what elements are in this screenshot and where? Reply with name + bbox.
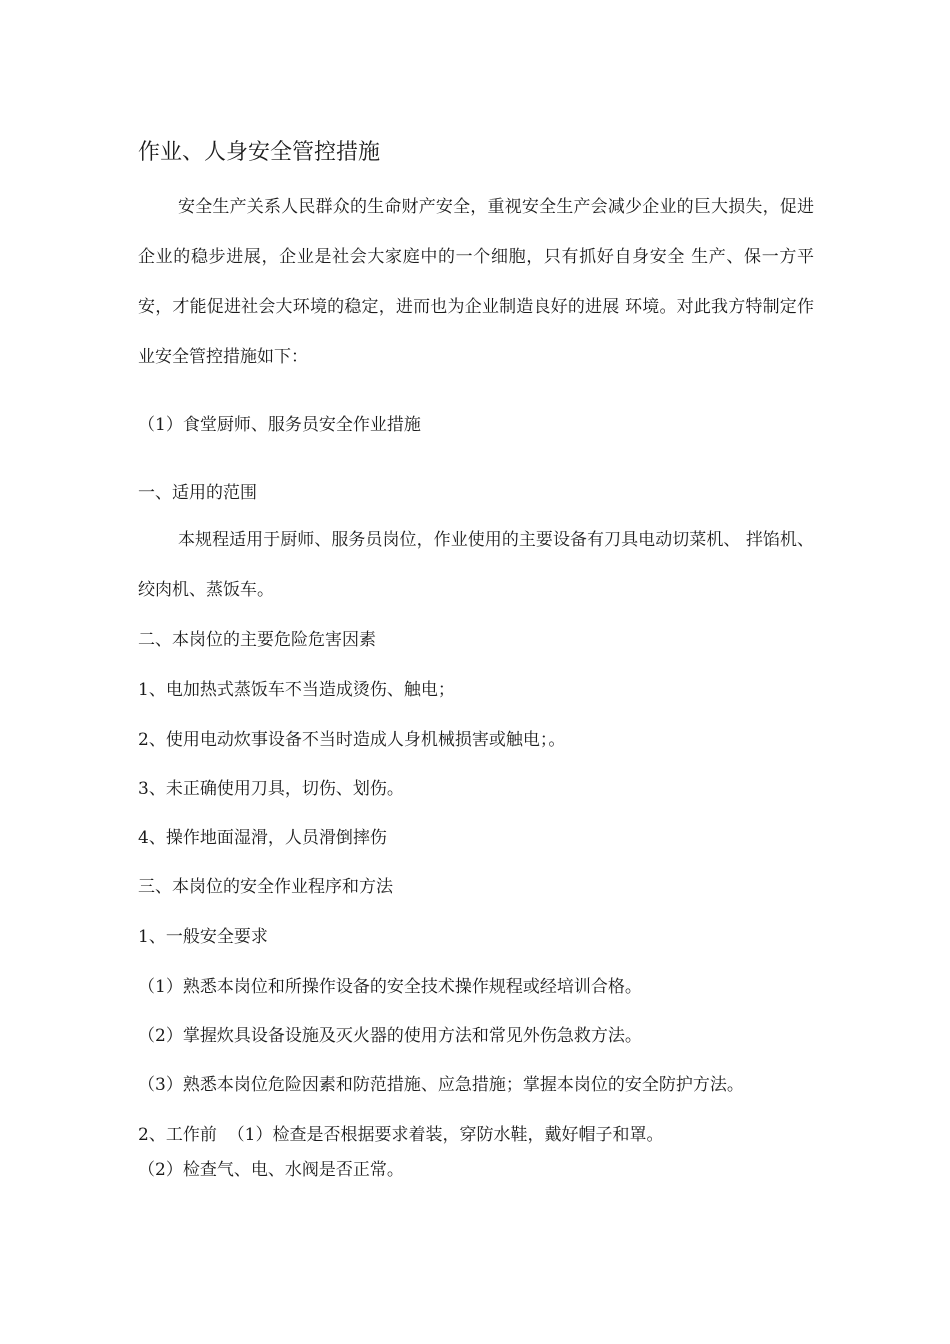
before-work-item-2: （2）检查气、电、水阀是否正常。 xyxy=(138,1160,404,1180)
scope-paragraph: 本规程适用于厨师、服务员岗位，作业使用的主要设备有刀具电动切菜机、 拌馅机、绞肉机、蒸饭车。 xyxy=(138,530,814,600)
hazard-item-3: 3、未正确使用刀具，切伤、划伤。 xyxy=(138,779,404,799)
section1-heading: （1）食堂厨师、服务员安全作业措施 xyxy=(138,415,421,435)
scope-heading: 一、适用的范围 xyxy=(138,483,257,503)
hazards-heading: 二、本岗位的主要危险危害因素 xyxy=(138,630,376,650)
general-item-1: （1）熟悉本岗位和所操作设备的安全技术操作规程或经培训合格。 xyxy=(138,977,642,997)
general-item-3: （3）熟悉本岗位危险因素和防范措施、应急措施；掌握本岗位的安全防护方法。 xyxy=(138,1075,744,1095)
intro-paragraph: 安全生产关系人民群众的生命财产安全，重视安全生产会减少企业的巨大损失，促进企业的稳步进展，企业是社会大家庭中的一个细胞，只有抓好自身安全 生产、保一方平安，才能促进社会大环境的稳定，进而也为企业制造良好的进展 环境。对此我方特制定作业安全管控措施如下： xyxy=(138,197,814,367)
before-work-line: 2、工作前 （1）检查是否根据要求着装，穿防水鞋，戴好帽子和罩。 xyxy=(138,1125,664,1145)
hazard-item-4: 4、操作地面湿滑，人员滑倒摔伤 xyxy=(138,828,387,848)
general-item-2: （2）掌握炊具设备设施及灭火器的使用方法和常见外伤急救方法。 xyxy=(138,1026,642,1046)
hazard-item-2: 2、使用电动炊事设备不当时造成人身机械损害或触电；。 xyxy=(138,730,566,750)
document-title: 作业、人身安全管控措施 xyxy=(138,140,381,165)
hazard-item-1: 1、电加热式蒸饭车不当造成烫伤、触电； xyxy=(138,680,455,700)
general-requirements-heading: 1、一般安全要求 xyxy=(138,927,268,947)
procedure-heading: 三、本岗位的安全作业程序和方法 xyxy=(138,877,393,897)
